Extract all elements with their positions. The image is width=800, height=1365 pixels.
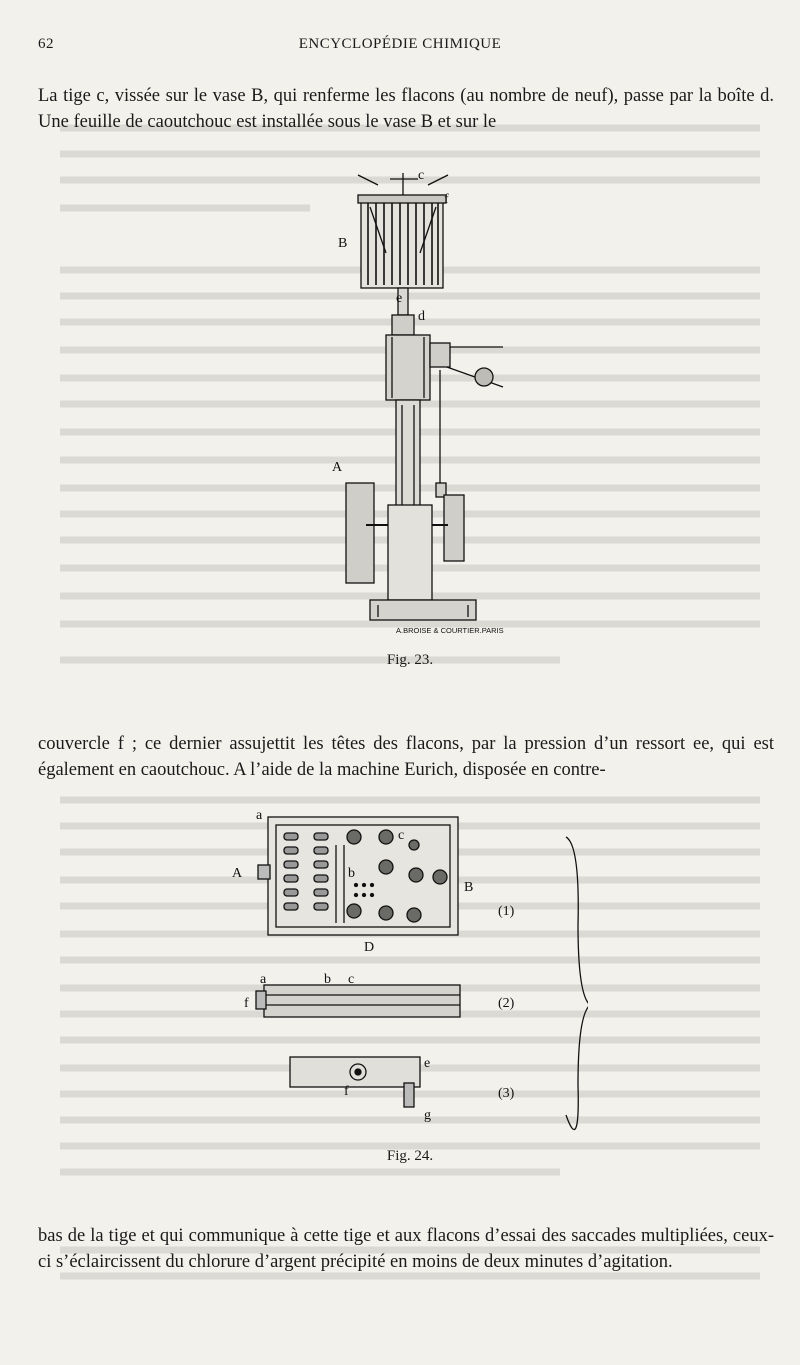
- fig24-label-g: g: [424, 1108, 431, 1123]
- figure-24-flask-holder: [228, 805, 588, 1135]
- paragraph-intro: La tige c, vissée sur le vase B, qui renferme les flacons (au nombre de neuf), passe par la boîte d. Une feuille de caoutchouc est installée sous le vase B et sur le: [38, 85, 774, 132]
- fig24-label-f: f: [244, 996, 249, 1011]
- fig24-label-D: D: [364, 940, 375, 955]
- page-number: 62: [38, 36, 54, 52]
- fig24-label-e: e: [424, 1056, 431, 1071]
- page-header: [38, 36, 762, 58]
- fig24-label-f2: f: [344, 1084, 349, 1099]
- paragraph-conclusion: bas de la tige et qui communique à cette tige et aux flacons d’essai des saccades multipliées, ceux-ci s’éclaircissent du chlorure d’argent précipité en moins de deux minutes d’agitation.: [38, 1225, 774, 1272]
- fig24-label-B: B: [464, 880, 474, 895]
- running-title: ENCYCLOPÉDIE CHIMIQUE: [298, 36, 502, 52]
- fig23-label-A: A: [332, 460, 343, 475]
- fig23-label-B: B: [338, 236, 348, 251]
- paragraph-continuation: couvercle f ; ce dernier assujettit les têtes des flacons, par la pression d’un ressort ee, qui est également en caoutchouc. A l’aide de la machine Eurich, disposée en contre-: [38, 733, 774, 780]
- fig24-label-a: a: [256, 808, 263, 823]
- fig23-label-e: e: [396, 291, 403, 306]
- fig24-label-b: b: [348, 866, 355, 881]
- fig24-view-2: (2): [498, 996, 515, 1011]
- fig24-label-a2: a: [260, 972, 267, 987]
- fig24-view-3: (3): [498, 1086, 515, 1101]
- figure-23-caption: Fig. 23.: [386, 652, 434, 668]
- figure-23-apparatus: [318, 165, 528, 645]
- fig24-label-b2: b: [324, 972, 331, 987]
- fig24-label-c: c: [398, 828, 405, 843]
- fig24-label-c2: c: [348, 972, 355, 987]
- fig24-view-1: (1): [498, 904, 515, 919]
- fig24-label-A: A: [232, 866, 243, 881]
- fig23-label-f: f: [444, 192, 449, 207]
- fig23-label-c: c: [418, 168, 425, 183]
- fig23-engraver-credit: A.BROISE & COURTIER.PARIS: [396, 626, 504, 635]
- figure-24-caption: Fig. 24.: [386, 1148, 434, 1164]
- fig23-label-d: d: [418, 309, 425, 324]
